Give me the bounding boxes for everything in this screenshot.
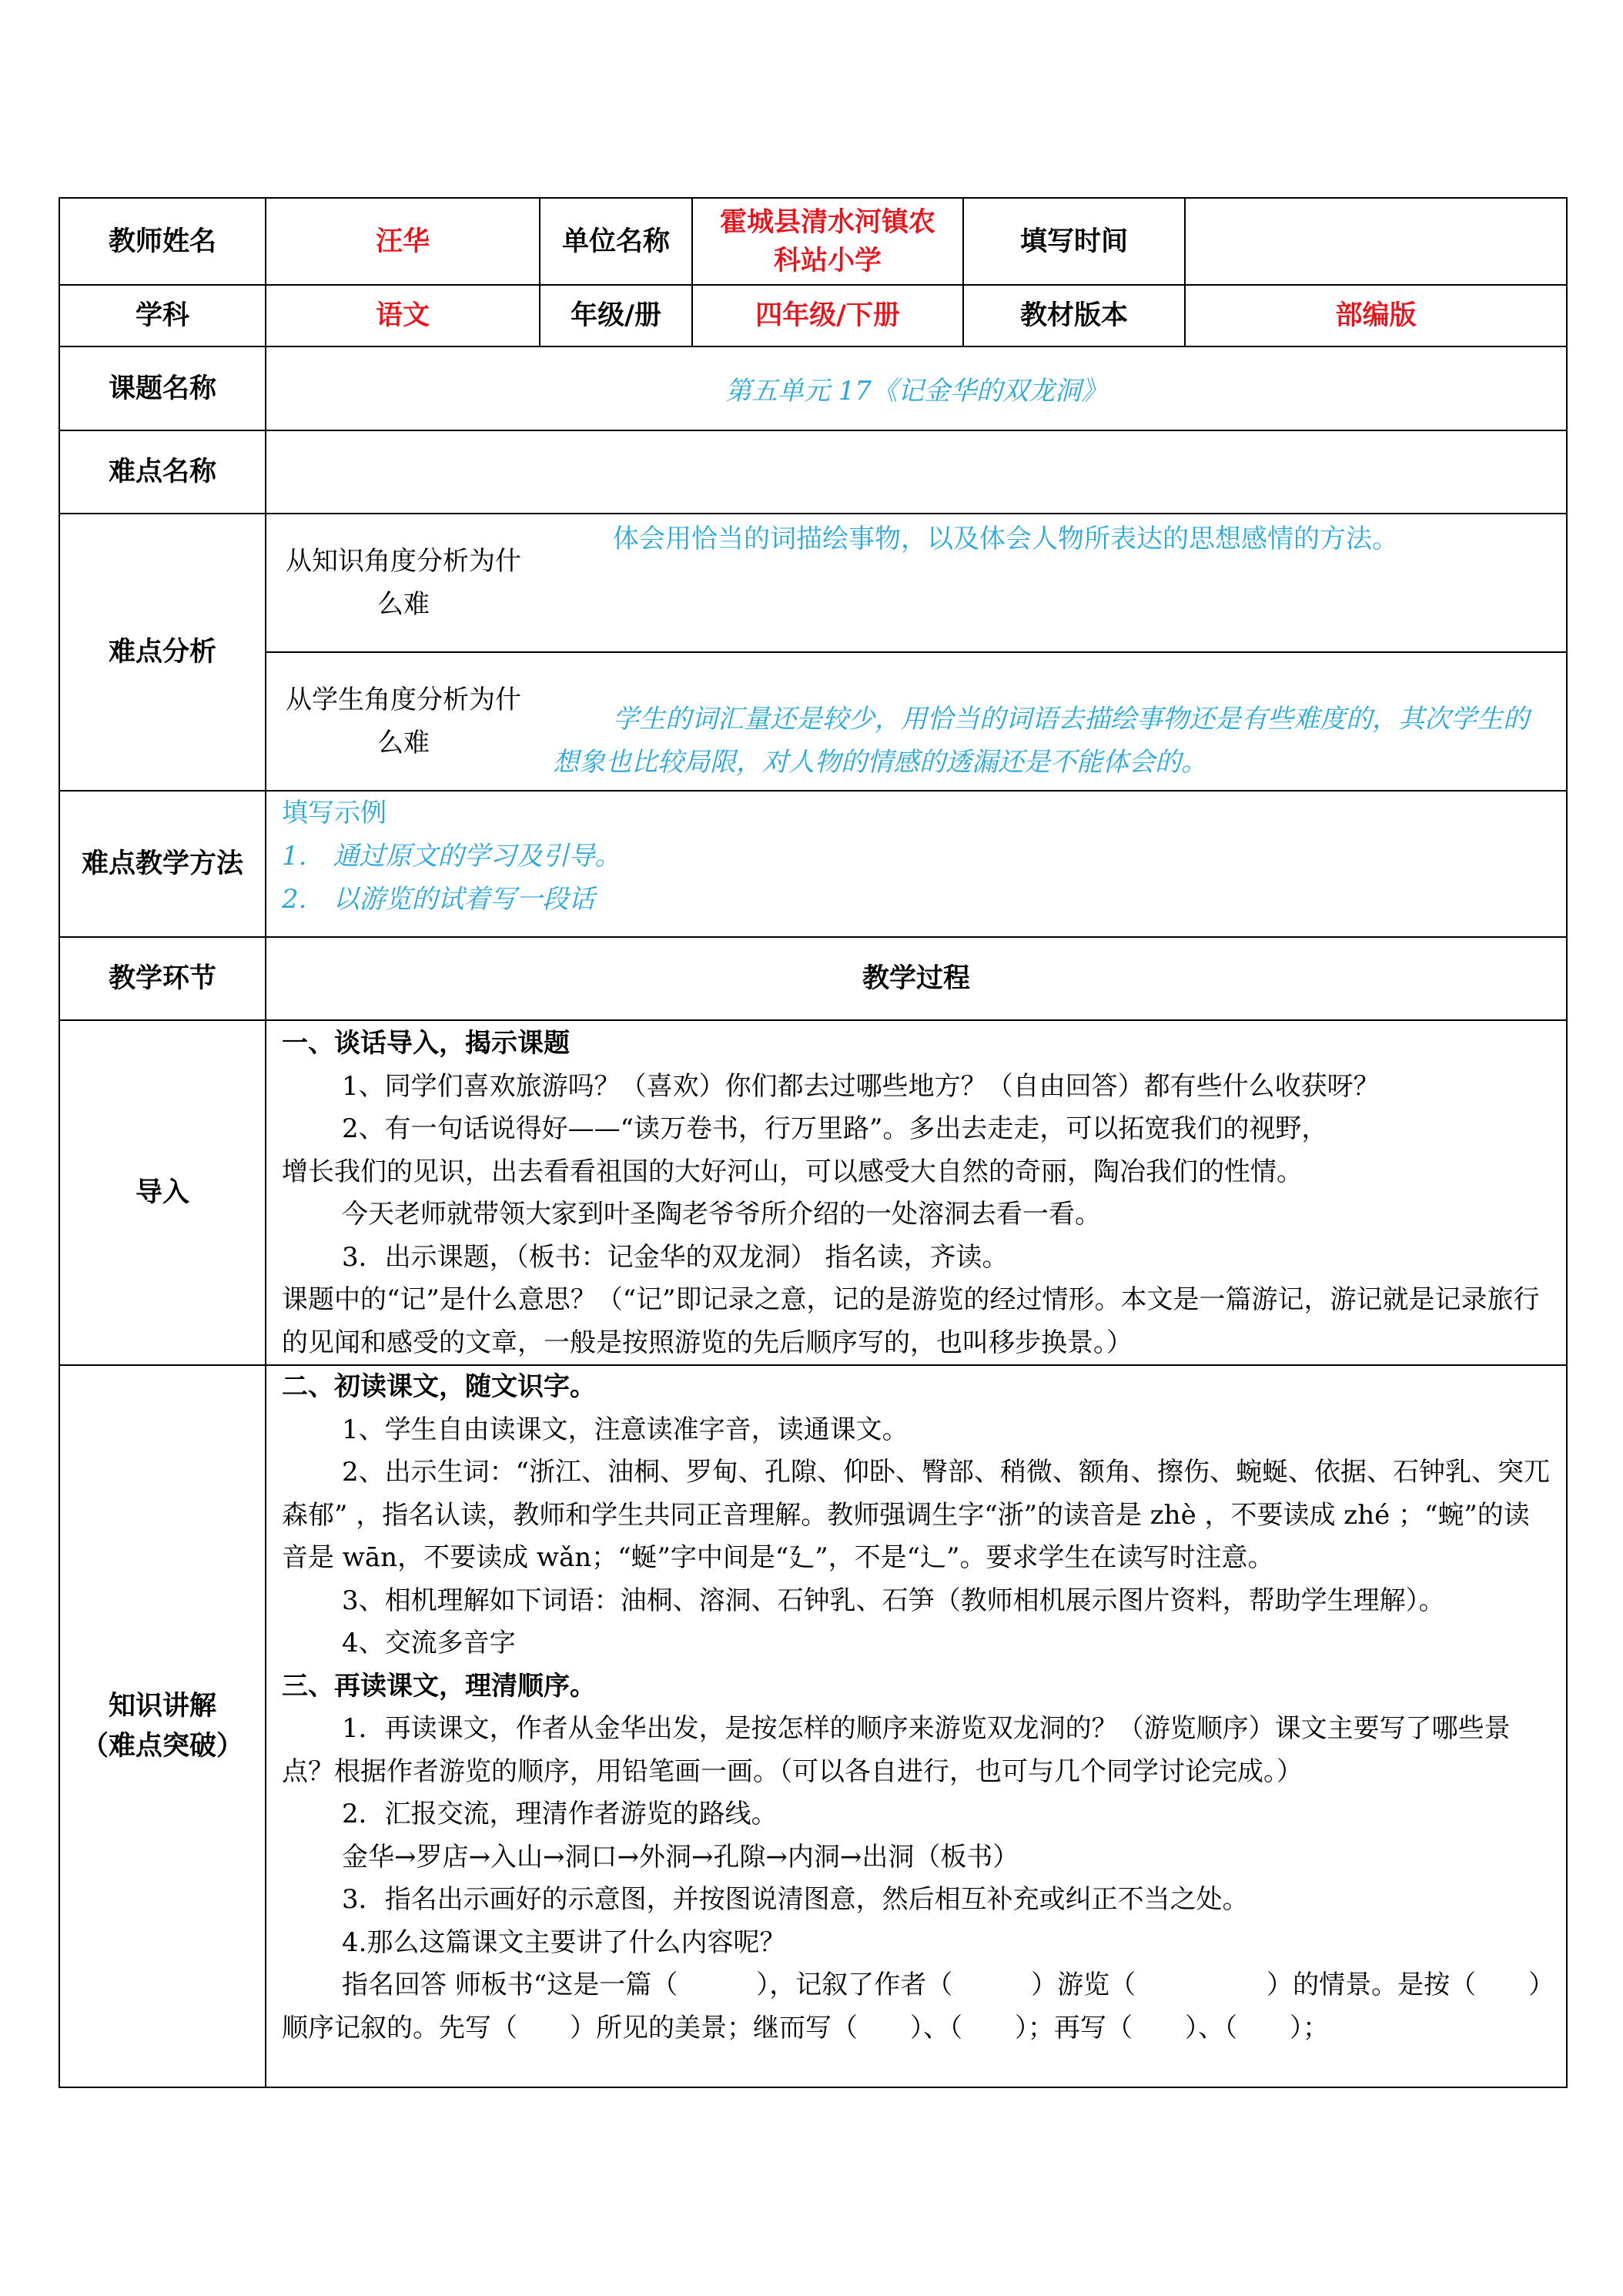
intro-heading: 一、谈话导入，揭示课题 (282, 1028, 570, 1059)
analysis-subtable (266, 514, 1566, 790)
knowledge-angle-label: 从知识角度分析为什么难 (266, 514, 540, 652)
method-row (59, 791, 1567, 937)
student-angle-text: 学生的词汇量还是较少，用恰当的词语去描绘事物还是有些难度的，其次学生的想象也比较局限，对人物的情感的透漏还是不能体会的。 (553, 704, 1529, 778)
analysis-row (59, 514, 1567, 791)
intro-row (59, 1020, 1567, 1365)
intro-line: 今天老师就带领大家到叶圣陶老爷爷所介绍的一处溶洞去看一看。 (342, 1199, 1101, 1230)
unit-label: 单位名称 (540, 198, 692, 285)
header-row-1 (59, 198, 1567, 285)
grade-value: 四年级/下册 (692, 285, 963, 346)
subject-label: 学科 (59, 285, 266, 346)
method-item: 1. 通过原文的学习及引导。 (282, 841, 621, 872)
analysis-label: 难点分析 (59, 514, 266, 791)
edition-value: 部编版 (1185, 285, 1567, 346)
subject-value: 语文 (266, 285, 540, 346)
intro-line: 3．出示课题，（板书：记金华的双龙洞） 指名读，齐读。 (342, 1241, 1009, 1273)
knowledge-line: 3、相机理解如下词语：油桐、溶洞、石钟乳、石笋（教师相机展示图片资料，帮助学生理解）。 (342, 1585, 1445, 1616)
teacher-label: 教师姓名 (59, 198, 266, 285)
time-label: 填写时间 (963, 198, 1185, 285)
lesson-plan-table (59, 197, 1568, 2088)
knowledge-line: 金华→罗店→入山→洞口→外洞→孔隙→内洞→出洞（板书） (342, 1841, 1019, 1873)
knowledge-label-sub: （难点突破） (81, 1731, 243, 1762)
section-heading: 三、再读课文，理清顺序。 (282, 1670, 596, 1702)
topic-label: 课题名称 (59, 346, 266, 430)
header-row-2 (59, 285, 1567, 346)
process-header-row (59, 937, 1567, 1020)
section-heading: 二、初读课文，随文识字。 (282, 1371, 596, 1402)
process-header: 教学过程 (266, 937, 1567, 1020)
method-item: 2. 以游览的试着写一段话 (282, 884, 595, 915)
difficulty-value (266, 430, 1567, 514)
method-label: 难点教学方法 (59, 791, 266, 937)
intro-line: 增长我们的见识，出去看看祖国的大好河山，可以感受大自然的奇丽，陶冶我们的性情。 (282, 1156, 1303, 1187)
knowledge-line: 2、出示生词：“浙江、油桐、罗甸、孔隙、仰卧、臀部、稍微、额角、擦伤、蜿蜒、依据、石钟乳、突兀森郁” ，指名认读，教师和学生共同正音理解。教师强调生字“浙”的读音是 zhè ，不要读成 zhé ；“蜿”的读音是 wān，不要读成 wǎn；“蜒”字中间是“廴”，不是“辶”。要求学生在读写时注意。 (282, 1457, 1551, 1573)
knowledge-line: 1．再读课文，作者从金华出发，是按怎样的顺序来游览双龙洞的？（游览顺序）课文主要写了哪些景点？根据作者游览的顺序，用铅笔画一画。（可以各自进行，也可与几个同学讨论完成。） (282, 1713, 1511, 1787)
intro-line: 2、有一句话说得好——“读万卷书，行万里路”。多出去走走，可以拓宽我们的视野， (342, 1113, 1328, 1144)
knowledge-line: 4、交流多音字 (342, 1628, 516, 1658)
intro-line: 课题中的“记”是什么意思？（“记”即记录之意，记的是游览的经过情形。本文是一篇游记，游记就是记录旅行的见闻和感受的文章，一般是按照游览的先后顺序写的，也叫移步换景。） (282, 1284, 1540, 1358)
knowledge-line: 指名回答 师板书“这是一篇（ ），记叙了作者（ ）游览（ ）的情景。是按（ ）顺序记叙的。先写（ ）所见的美景；继而写（ ）、（ ）；再写（ ）、（ ）； (282, 1970, 1555, 2043)
teacher-value: 汪华 (266, 198, 540, 285)
knowledge-line: 1、学生自由读课文，注意读准字音，读通课文。 (342, 1414, 909, 1445)
knowledge-angle-text: 体会用恰当的词描绘事物，以及体会人物所表达的思想感情的方法。 (540, 514, 1566, 652)
topic-row (59, 346, 1567, 430)
difficulty-label: 难点名称 (59, 430, 266, 514)
method-example: 填写示例 (282, 798, 387, 828)
unit-value: 霍城县清水河镇农科站小学 (692, 198, 963, 285)
topic-value: 第五单元 17《记金华的双龙洞》 (266, 346, 1567, 430)
knowledge-line: 4.那么这篇课文主要讲了什么内容呢？ (342, 1926, 786, 1958)
grade-label: 年级/册 (540, 285, 692, 346)
knowledge-label-cell (59, 1365, 266, 2087)
intro-line: 1、同学们喜欢旅游吗？（喜欢）你们都去过哪些地方？（自由回答）都有些什么收获呀？ (342, 1070, 1380, 1102)
edition-label: 教材版本 (963, 285, 1185, 346)
time-value (1185, 198, 1567, 285)
knowledge-line: 2．汇报交流，理清作者游览的路线。 (342, 1799, 778, 1829)
difficulty-row (59, 430, 1567, 514)
process-label: 教学环节 (59, 937, 266, 1020)
knowledge-line: 3．指名出示画好的示意图，并按图说清图意，然后相互补充或纠正不当之处。 (342, 1884, 1249, 1915)
knowledge-row (59, 1365, 1567, 2087)
student-angle-label: 从学生角度分析为什么难 (286, 684, 521, 758)
intro-label: 导入 (59, 1020, 266, 1365)
knowledge-label: 知识讲解 (108, 1691, 216, 1722)
